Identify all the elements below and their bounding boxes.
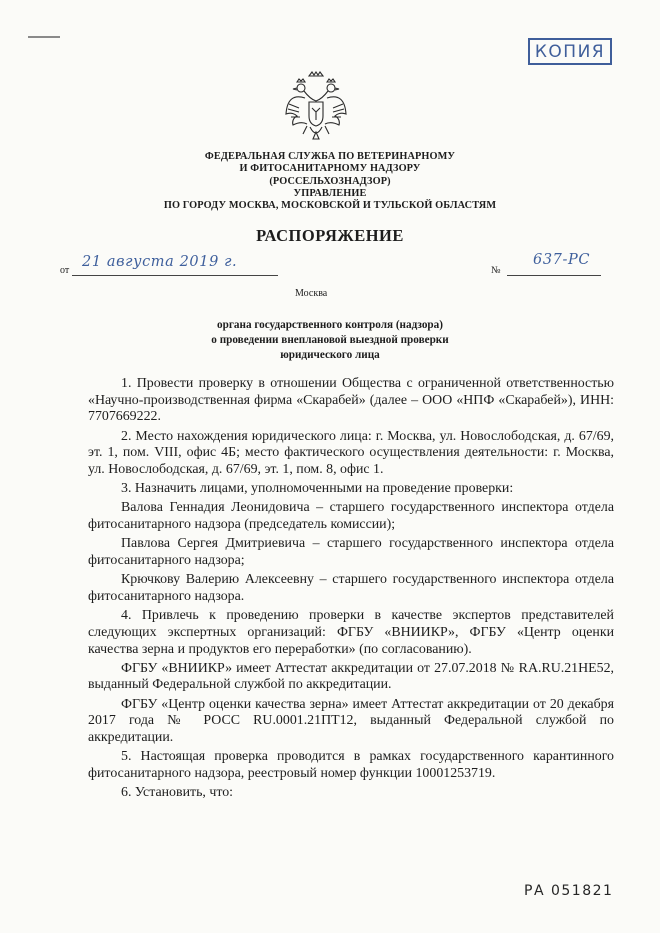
number-label: № [491,265,501,276]
vniikr-accreditation: ФГБУ «ВНИИКР» имеет Аттестат аккредитации от 27.07.2018 № RA.RU.21НЕ52, выданный Федеральной службой по аккредитации. [88,660,614,693]
handwritten-date: 21 августа 2019 г. [82,254,238,270]
grain-center-accreditation: ФГБУ «Центр оценки качества зерна» имеет Аттестат аккредитации от 20 декабря 2017 года № РОСС RU.0001.21ПТ12, выданный Федеральной службой по аккредитации. [88,696,614,746]
paragraph-5-registry: 5. Настоящая проверка проводится в рамках государственного карантинного фитосанитарного надзора, реестровый номер функции 10001253719. [88,749,614,781]
paragraph-1-inspection-target: 1. Провести проверку в отношении Общества с ограниченной ответственностью «Научно-производственная фирма «Скарабей» (далее – ООО «НПФ «Скарабей»), ИНН: 7707669222. [88,376,614,425]
department-name [100,188,560,213]
copy-stamp: КОПИЯ [528,38,612,65]
paragraph-3-appoint: 3. Назначить лицами, уполномоченными на проведение проверки: [121,481,514,497]
subject-line: о проведении внеплановой выездной проверки [211,334,449,346]
inspector-valov: Валова Геннадия Леонидовича – старшего государственного инспектора отдела фитосанитарного надзора (председатель комиссии); [88,500,614,533]
paragraph-2-location: 2. Место нахождения юридического лица: г. Москва, ул. Новослободская, д. 67/69, эт. 1, пом. VIII, офис 4Б; место фактического осуществления деятельности: г. Москва, ул. Новослободская, д. 67/69, эт. 1, пом. 8, офис 1. [88,428,614,478]
department-line: ПО ГОРОДУ МОСКВА, МОСКОВСКОЙ И ТУЛЬСКОЙ ОБЛАСТЯМ [163,200,497,212]
city-label: Москва [295,288,328,299]
inspector-pavlov: Павлова Сергея Дмитриевича – старшего государственного инспектора отдела фитосанитарного надзора; [88,536,614,569]
date-label: от [60,265,70,276]
document-subject [150,318,510,363]
form-serial-number: РА 051821 [524,883,614,899]
subject-line: органа государственного контроля (надзора) [217,319,443,331]
organization-name [100,151,560,188]
organization-line: ФЕДЕРАЛЬНАЯ СЛУЖБА ПО ВЕТЕРИНАРНОМУ [204,151,456,162]
organization-line: (РОССЕЛЬХОЗНАДЗОР) [269,175,391,187]
inspector-kryuchkova: Крючкову Валерию Алексеевну – старшего государственного инспектора отдела фитосанитарного надзора. [88,572,614,604]
handwritten-number: 637-РС [533,252,591,268]
paragraph-6-establish: 6. Установить, что: [121,785,234,801]
subject-line: юридического лица [280,349,380,361]
document-title: РАСПОРЯЖЕНИЕ [256,226,404,245]
margin-mark [28,36,60,38]
organization-line: И ФИТОСАНИТАРНОМУ НАДЗОРУ [239,163,421,175]
document-body [88,376,614,804]
coat-of-arms-icon [283,70,349,142]
paragraph-4-experts: 4. Привлечь к проведению проверки в качестве экспертов представителей следующих экспертных организаций: ФГБУ «ВНИИКР», ФГБУ «Центр оценки качества зерна и продуктов его переработки» (по согласованию). [88,608,614,657]
number-underline [507,275,601,276]
department-line: УПРАВЛЕНИЕ [293,188,367,199]
date-underline [72,275,278,276]
